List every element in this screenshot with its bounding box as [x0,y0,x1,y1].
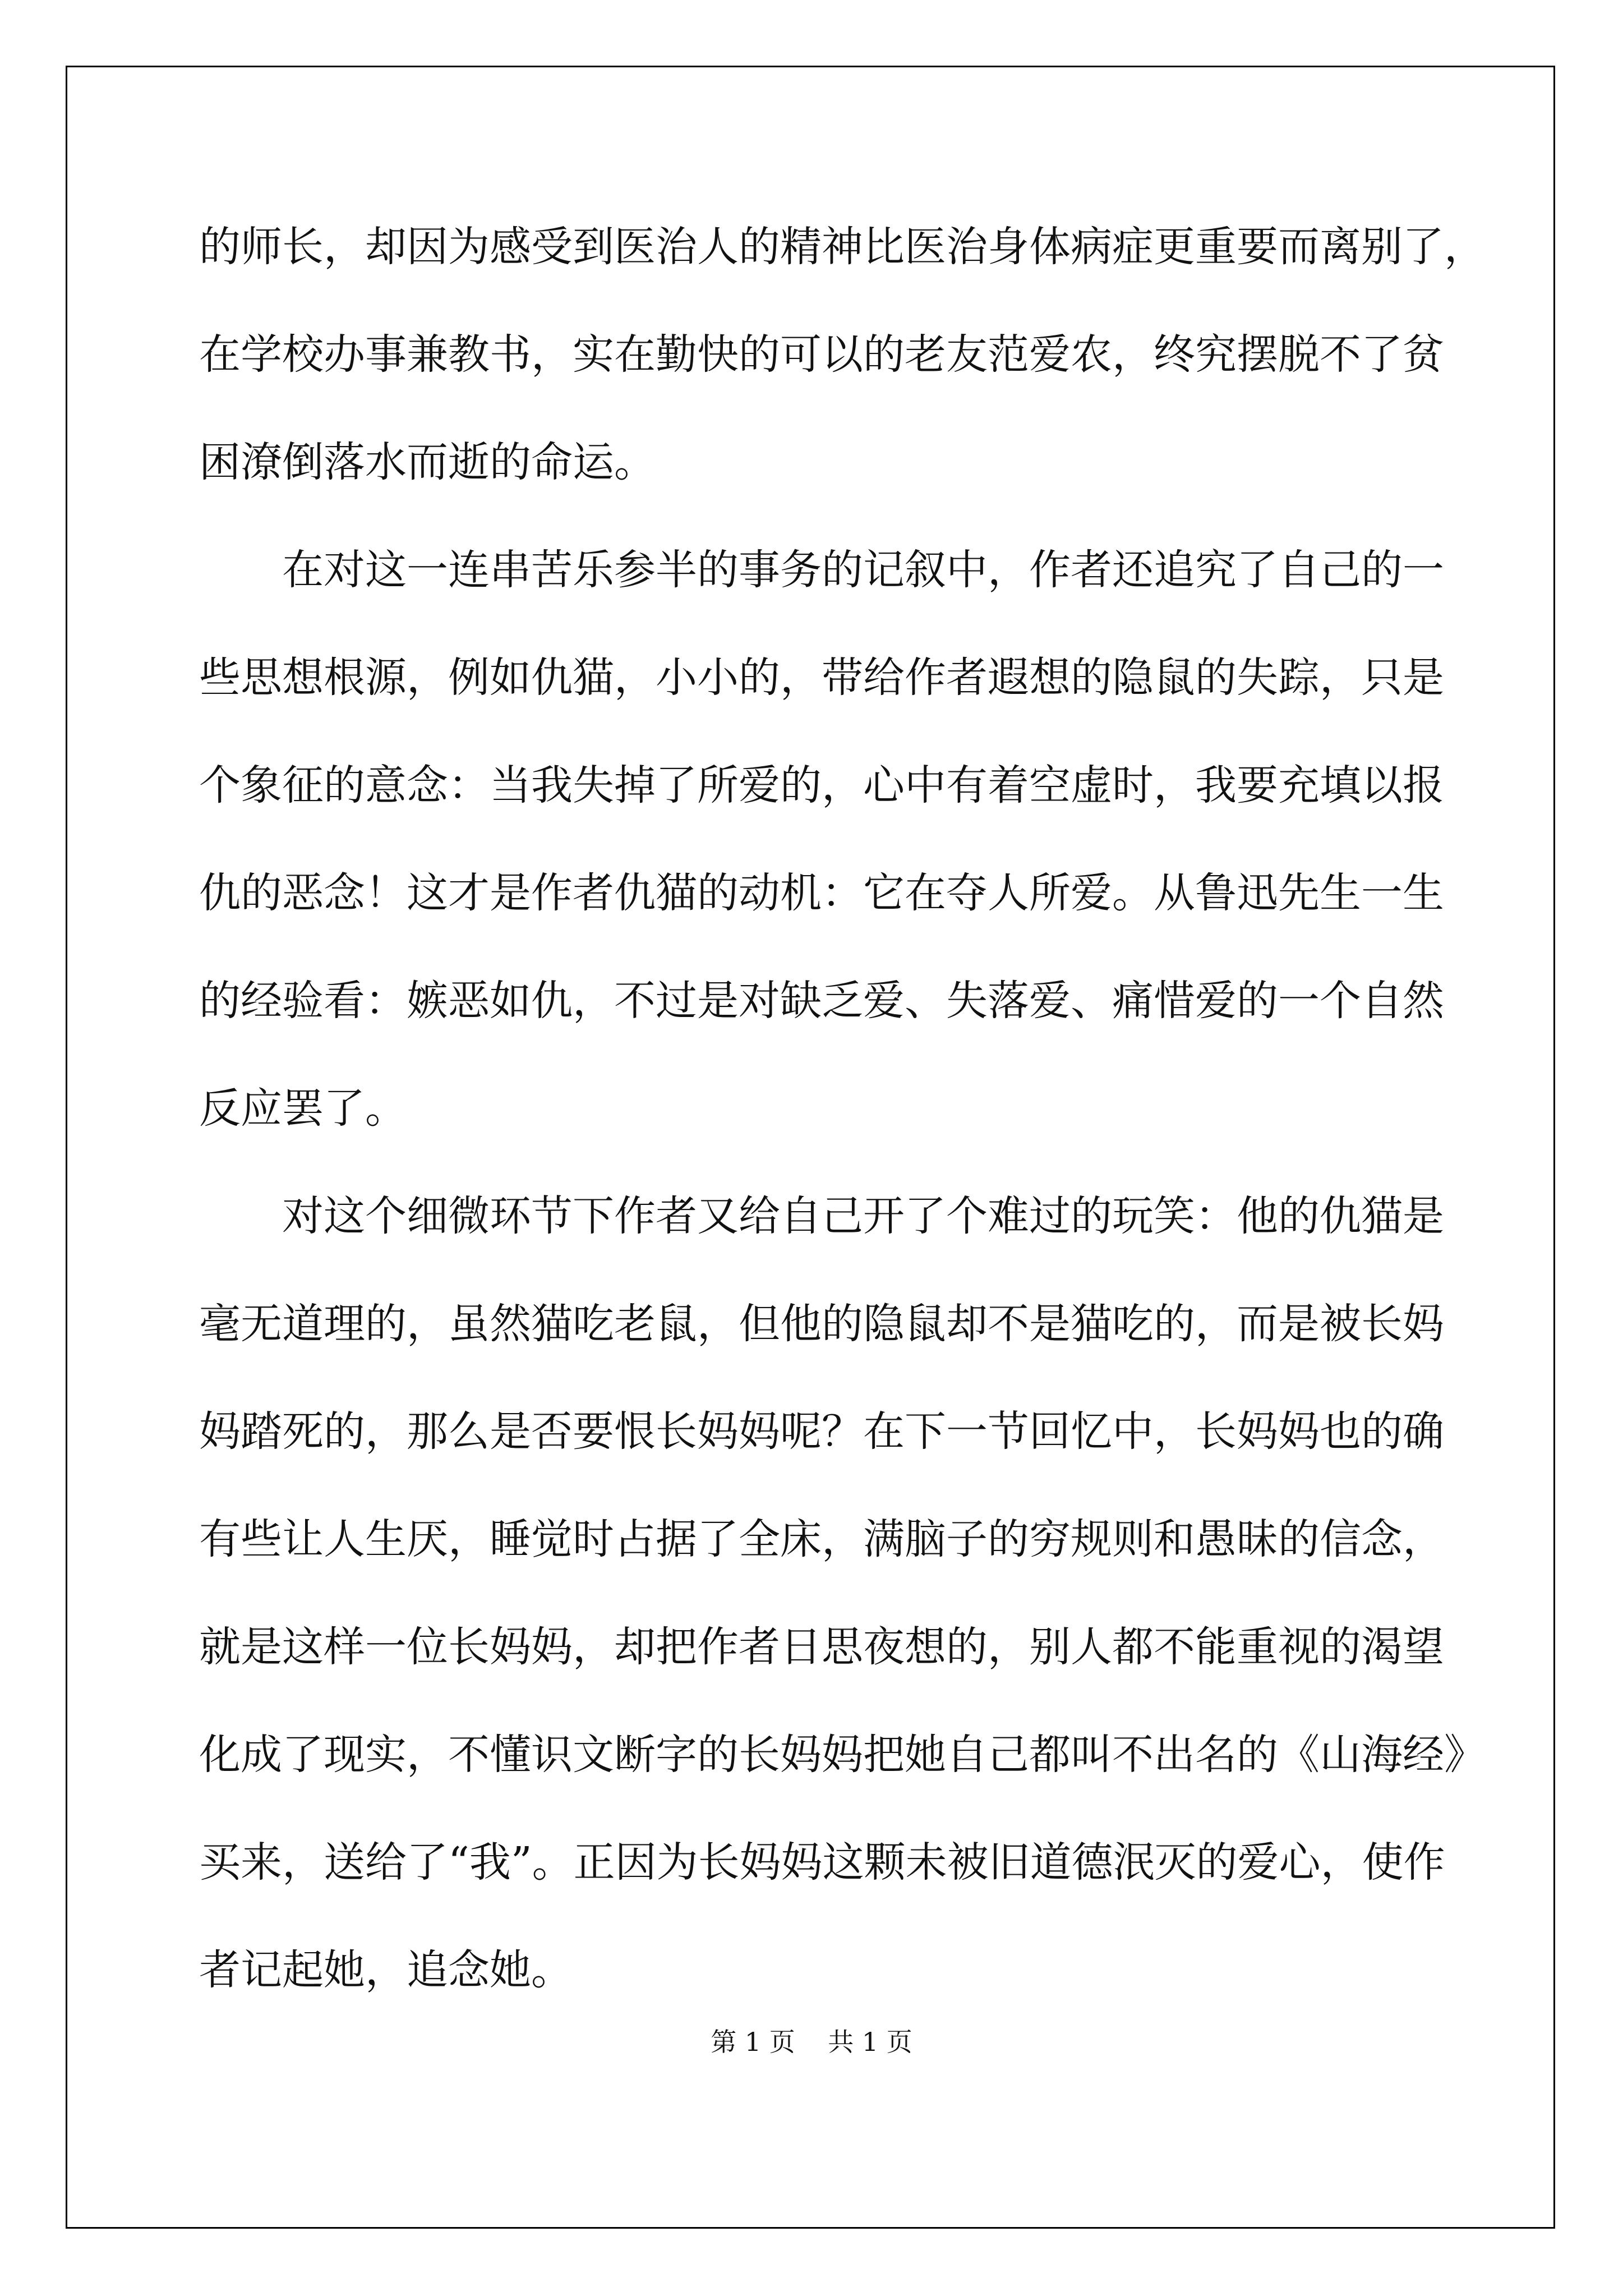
text-line: 反应罢了。 [199,1084,407,1133]
text-line: 对这个细微环节下作者又给自己开了个难过的玩笑：他的仇猫是 [199,1192,1444,1240]
text-line: 毫无道理的，虽然猫吃老鼠，但他的隐鼠却不是猫吃的，而是被长妈 [199,1300,1444,1348]
text-line: 买来，送给了“我”。正因为长妈妈这颗未被旧道德泯灭的爱心，使作 [199,1838,1445,1887]
text-line: 在对这一连串苦乐参半的事务的记叙中，作者还追究了自己的一 [199,546,1444,594]
text-line: 者记起她，追念她。 [199,1946,573,1994]
text-line: 个象征的意念：当我失掉了所爱的，心中有着空虚时，我要充填以报 [199,761,1444,809]
text-line: 有些让人生厌，睡觉时占据了全床，满脑子的穷规则和愚昧的信念， [199,1515,1444,1563]
page-border [66,66,1555,2229]
text-line: 在学校办事兼教书，实在勤快的可以的老友范爱农，终究摆脱不了贫 [199,330,1444,379]
text-line: 妈踏死的，那么是否要恨长妈妈呢？在下一节回忆中，长妈妈也的确 [199,1407,1444,1456]
text-line: 困潦倒落水而逝的命运。 [199,438,656,486]
text-line: 的师长，却因为感受到医治人的精神比医治身体病症更重要而离别了， [199,223,1486,271]
text-line: 化成了现实，不懂识文断字的长妈妈把她自己都叫不出名的《山海经》 [199,1731,1486,1779]
text-line: 就是这样一位长妈妈，却把作者日思夜想的，别人都不能重视的渴望 [199,1623,1444,1671]
text-line: 的经验看：嫉恶如仇，不过是对缺乏爱、失落爱、痛惜爱的一个自然 [199,977,1444,1025]
text-line: 仇的恶念！这才是作者仇猫的动机：它在夺人所爱。从鲁迅先生一生 [199,869,1444,917]
page-number-footer: 第 1 页 共 1 页 [711,2027,912,2057]
text-line: 些思想根源，例如仇猫，小小的，带给作者遐想的隐鼠的失踪，只是 [199,654,1444,702]
